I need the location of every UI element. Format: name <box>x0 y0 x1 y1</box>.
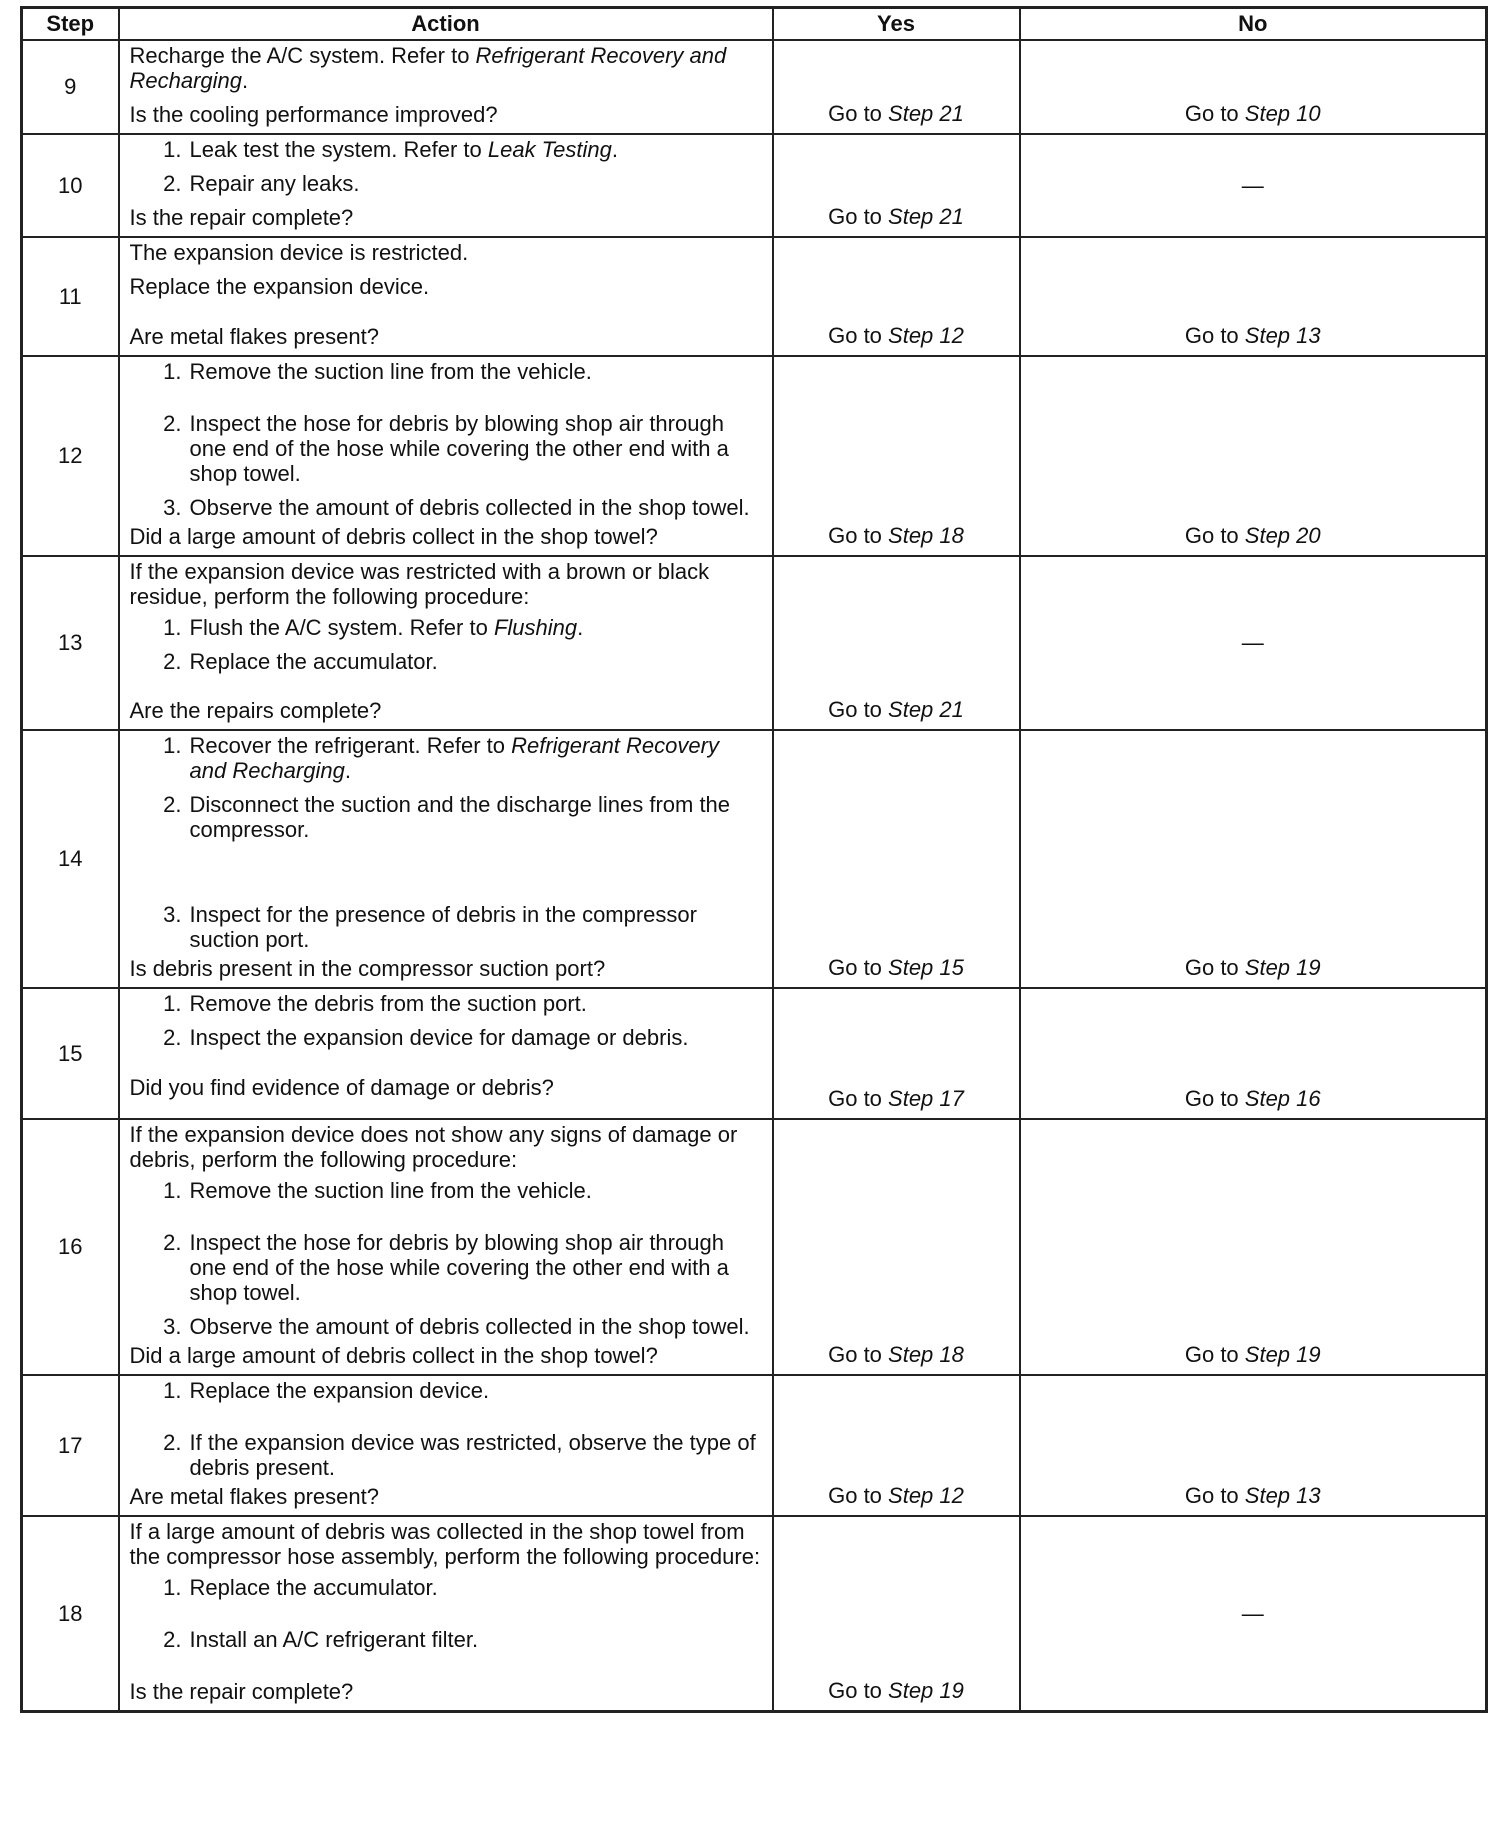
list-item: 2. If the expansion device was restricted, observe the type of debris present. <box>163 1430 756 1480</box>
no-cell: Go to Step 13 <box>1020 237 1487 356</box>
action-cell <box>119 1119 773 1375</box>
list-item: 1. Replace the accumulator. <box>163 1575 438 1600</box>
table-row <box>22 988 1487 1119</box>
yes-cell: Go to Step 19 <box>773 1516 1020 1712</box>
question: Is the cooling performance improved? <box>129 102 498 127</box>
list-item: 1. Remove the debris from the suction port. <box>163 991 587 1016</box>
step-link[interactable]: Step 19 <box>888 1678 964 1703</box>
step-link[interactable]: Step 18 <box>888 523 964 548</box>
list-item: 2. Repair any leaks. <box>163 171 360 196</box>
list-item: 2. Replace the accumulator. <box>163 649 438 674</box>
step-link[interactable]: Step 19 <box>1244 1342 1321 1367</box>
no-cell <box>1020 1516 1487 1712</box>
diagnostic-table <box>20 6 1488 1713</box>
step-link[interactable]: Step 15 <box>888 955 964 980</box>
step-link[interactable]: Step 20 <box>1244 523 1321 548</box>
list-item: 1. Remove the suction line from the vehicle. <box>163 359 592 384</box>
table-row <box>22 1375 1487 1516</box>
yes-cell: Go to Step 21 <box>773 134 1020 237</box>
action-text: If the expansion device does not show any signs of damage or debris, perform the following procedure: <box>129 1122 738 1172</box>
table-row <box>22 134 1487 237</box>
no-cell: Go to Step 16 <box>1020 988 1487 1119</box>
question: Is the repair complete? <box>129 1679 354 1704</box>
action-cell <box>119 556 773 730</box>
list-item: 2. Disconnect the suction and the discharge lines from the compressor. <box>163 792 731 842</box>
step-number: 15 <box>22 988 119 1119</box>
no-cell: Go to Step 10 <box>1020 40 1487 134</box>
list-item: 1. Remove the suction line from the vehicle. <box>163 1178 592 1203</box>
action-text: Recharge the A/C system. Refer to Refrigerant Recovery and Recharging. <box>129 43 727 93</box>
header-no: No <box>1020 8 1487 41</box>
list-item: 2. Install an A/C refrigerant filter. <box>163 1627 479 1652</box>
header-yes: Yes <box>773 8 1020 41</box>
action-cell <box>119 356 773 556</box>
no-cell <box>1020 556 1487 730</box>
list-item: 1. Leak test the system. Refer to Leak Testing. <box>163 137 618 162</box>
no-cell: Go to Step 20 <box>1020 356 1487 556</box>
list-item: 3. Observe the amount of debris collected in the shop towel. <box>163 495 750 520</box>
list-item: 2. Inspect the expansion device for damage or debris. <box>163 1025 689 1050</box>
question: Are metal flakes present? <box>129 1484 379 1509</box>
step-link[interactable]: Step 21 <box>888 697 964 722</box>
list-item: 3. Observe the amount of debris collected in the shop towel. <box>163 1314 750 1339</box>
step-link[interactable]: Step 10 <box>1244 101 1321 126</box>
list-item: 1. Flush the A/C system. Refer to Flushing. <box>163 615 584 640</box>
no-cell <box>1020 134 1487 237</box>
list-item: 3. Inspect for the presence of debris in the compressor suction port. <box>163 902 697 952</box>
yes-cell: Go to Step 15 <box>773 730 1020 988</box>
table-row <box>22 40 1487 134</box>
step-number: 17 <box>22 1375 119 1516</box>
list-item: 1. Replace the expansion device. <box>163 1378 490 1403</box>
question: Is debris present in the compressor suction port? <box>129 956 606 981</box>
reference-link[interactable]: Refrigerant Recovery and Recharging <box>189 733 719 783</box>
list-item: 2. Inspect the hose for debris by blowing shop air through one end of the hose while covering the other end with a shop towel. <box>163 1230 729 1305</box>
question: Did a large amount of debris collect in the shop towel? <box>129 1343 658 1368</box>
table-row <box>22 356 1487 556</box>
question: Are the repairs complete? <box>129 698 382 723</box>
step-link[interactable]: Step 17 <box>888 1086 964 1111</box>
yes-cell: Go to Step 18 <box>773 1119 1020 1375</box>
header-action: Action <box>119 8 773 41</box>
action-cell <box>119 730 773 988</box>
step-link[interactable]: Step 21 <box>888 204 964 229</box>
table-row <box>22 556 1487 730</box>
no-cell: Go to Step 19 <box>1020 730 1487 988</box>
action-text: The expansion device is restricted. <box>129 240 469 265</box>
header-step: Step <box>22 8 119 41</box>
em-dash: — <box>1241 172 1264 198</box>
action-text: If the expansion device was restricted with a brown or black residue, perform the following procedure: <box>129 559 710 609</box>
action-cell <box>119 237 773 356</box>
yes-cell: Go to Step 21 <box>773 556 1020 730</box>
step-number: 12 <box>22 356 119 556</box>
table-row <box>22 237 1487 356</box>
step-number: 10 <box>22 134 119 237</box>
yes-cell: Go to Step 18 <box>773 356 1020 556</box>
step-link[interactable]: Step 12 <box>888 1483 964 1508</box>
document-page <box>20 6 1488 1713</box>
header-row <box>22 8 1487 41</box>
yes-cell: Go to Step 12 <box>773 237 1020 356</box>
no-cell: Go to Step 13 <box>1020 1375 1487 1516</box>
action-cell <box>119 1516 773 1712</box>
step-number: 9 <box>22 40 119 134</box>
action-text: If a large amount of debris was collected in the shop towel from the compressor hose assembly, perform the following procedure: <box>129 1519 761 1569</box>
table-row <box>22 1119 1487 1375</box>
step-number: 13 <box>22 556 119 730</box>
step-number: 16 <box>22 1119 119 1375</box>
action-cell <box>119 1375 773 1516</box>
step-link[interactable]: Step 18 <box>888 1342 964 1367</box>
em-dash: — <box>1241 630 1264 655</box>
list-item: 2. Inspect the hose for debris by blowing shop air through one end of the hose while covering the other end with a shop towel. <box>163 411 729 486</box>
no-cell: Go to Step 19 <box>1020 1119 1487 1375</box>
yes-cell: Go to Step 17 <box>773 988 1020 1119</box>
yes-cell: Go to Step 21 <box>773 40 1020 134</box>
question: Is the repair complete? <box>129 205 354 230</box>
step-link[interactable]: Step 12 <box>888 323 964 348</box>
question: Did you find evidence of damage or debris? <box>129 1075 554 1100</box>
reference-link[interactable]: Refrigerant Recovery and Recharging <box>129 43 727 93</box>
em-dash: — <box>1241 1600 1264 1626</box>
step-number: 18 <box>22 1516 119 1712</box>
action-text: Replace the expansion device. <box>129 274 430 299</box>
reference-link[interactable]: Flushing <box>493 615 578 640</box>
step-link[interactable]: Step 13 <box>1244 323 1321 348</box>
table-row <box>22 1516 1487 1712</box>
reference-link[interactable]: Leak Testing <box>487 137 612 162</box>
step-link[interactable]: Step 21 <box>888 101 964 126</box>
yes-cell: Go to Step 12 <box>773 1375 1020 1516</box>
action-cell <box>119 134 773 237</box>
step-number: 11 <box>22 237 119 356</box>
action-cell <box>119 40 773 134</box>
table-row <box>22 730 1487 988</box>
question: Are metal flakes present? <box>129 324 379 349</box>
question: Did a large amount of debris collect in the shop towel? <box>129 524 658 549</box>
step-link[interactable]: Step 16 <box>1244 1086 1321 1111</box>
step-link[interactable]: Step 19 <box>1244 955 1321 980</box>
step-number: 14 <box>22 730 119 988</box>
list-item: 1. Recover the refrigerant. Refer to Refrigerant Recovery and Recharging. <box>163 733 719 783</box>
action-cell <box>119 988 773 1119</box>
step-link[interactable]: Step 13 <box>1244 1483 1321 1508</box>
